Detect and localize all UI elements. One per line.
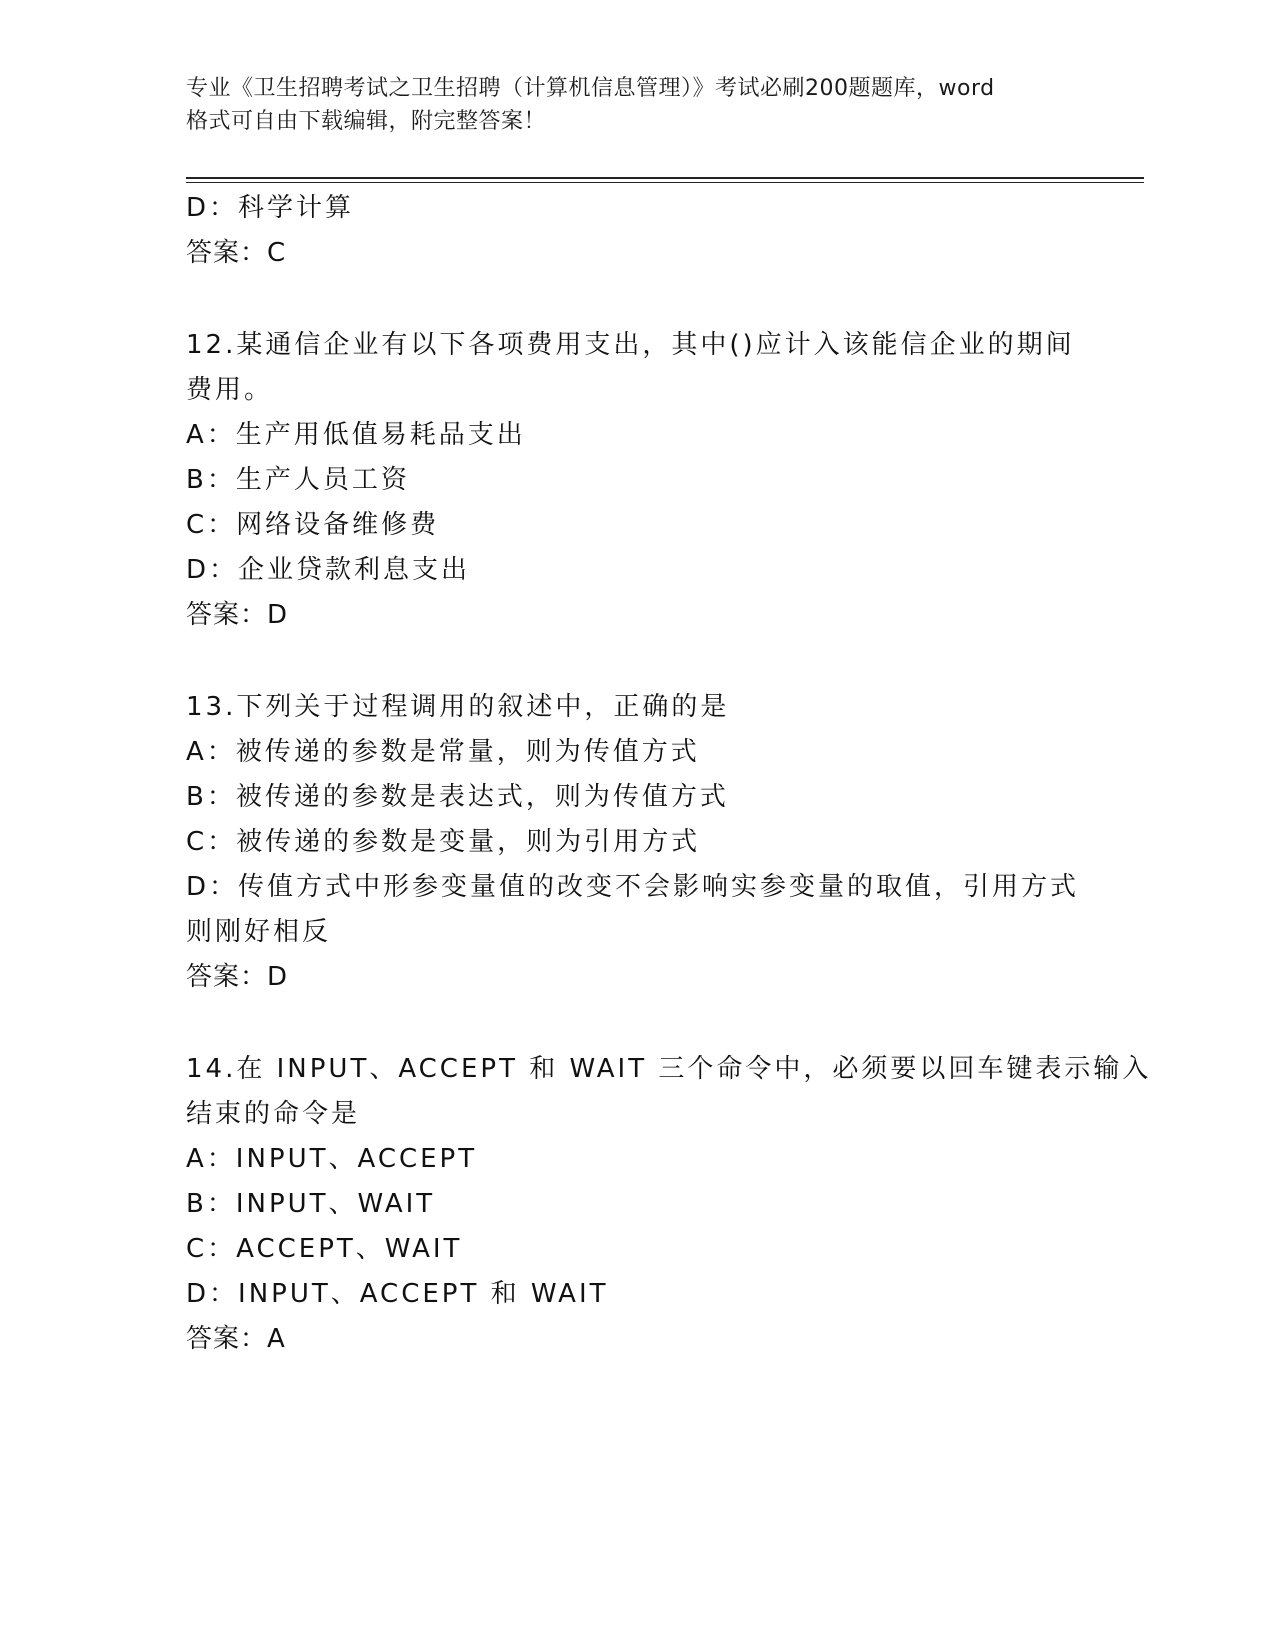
partial-question-block xyxy=(186,186,1086,276)
option-d-line-1: D：传值方式中形参变量值的改变不会影响实参变量的取值，引用方式 xyxy=(186,872,1080,902)
option-c: C：被传递的参数是变量，则为引用方式 xyxy=(186,827,701,857)
option-b: B：被传递的参数是表达式，则为传值方式 xyxy=(186,782,729,812)
header-divider-thin xyxy=(186,182,1144,183)
answer-line: 答案：D xyxy=(186,962,289,992)
option-c: C：网络设备维修费 xyxy=(186,510,440,540)
question-stem-line-2: 费用。 xyxy=(186,375,274,405)
option-a: A：INPUT、ACCEPT xyxy=(186,1144,478,1174)
question-12 xyxy=(186,323,1086,638)
question-stem-line-1: 13.下列关于过程调用的叙述中，正确的是 xyxy=(186,692,730,722)
option-d: D：企业贷款利息支出 xyxy=(186,555,471,585)
option-b: B：生产人员工资 xyxy=(186,465,410,495)
option-d-line-2: 则刚好相反 xyxy=(186,917,332,947)
question-content xyxy=(186,186,1152,1362)
header-title-line-2: 格式可自由下载编辑，附完整答案！ xyxy=(186,109,547,134)
option-c: C：ACCEPT、WAIT xyxy=(186,1234,463,1264)
option-a: A：被传递的参数是常量，则为传值方式 xyxy=(186,737,700,767)
question-spacer xyxy=(186,276,1086,323)
option-d: D：INPUT、ACCEPT 和 WAIT xyxy=(186,1279,609,1309)
question-stem-line-1: 14.在 INPUT、ACCEPT 和 WAIT 三个命令中，必须要以回车键表示输入 xyxy=(186,1054,1152,1084)
header-title-line-1: 专业《卫生招聘考试之卫生招聘（计算机信息管理）》考试必刷200题题库，word xyxy=(186,76,995,101)
answer-line: 答案：C xyxy=(186,238,287,268)
option-a: A：生产用低值易耗品支出 xyxy=(186,420,526,450)
option-d: D：科学计算 xyxy=(186,193,355,223)
question-13 xyxy=(186,685,1086,1000)
option-b: B：INPUT、WAIT xyxy=(186,1189,436,1219)
question-spacer xyxy=(186,638,1086,685)
question-stem-line-1: 12.某通信企业有以下各项费用支出，其中()应计入该能信企业的期间 xyxy=(186,330,1075,360)
question-14 xyxy=(186,1047,1152,1362)
answer-line: 答案：D xyxy=(186,600,289,630)
answer-line: 答案：A xyxy=(186,1324,286,1354)
document-header xyxy=(186,72,1086,138)
question-spacer xyxy=(186,1000,1086,1047)
header-divider-thick xyxy=(186,177,1144,179)
question-stem-line-2: 结束的命令是 xyxy=(186,1099,361,1129)
